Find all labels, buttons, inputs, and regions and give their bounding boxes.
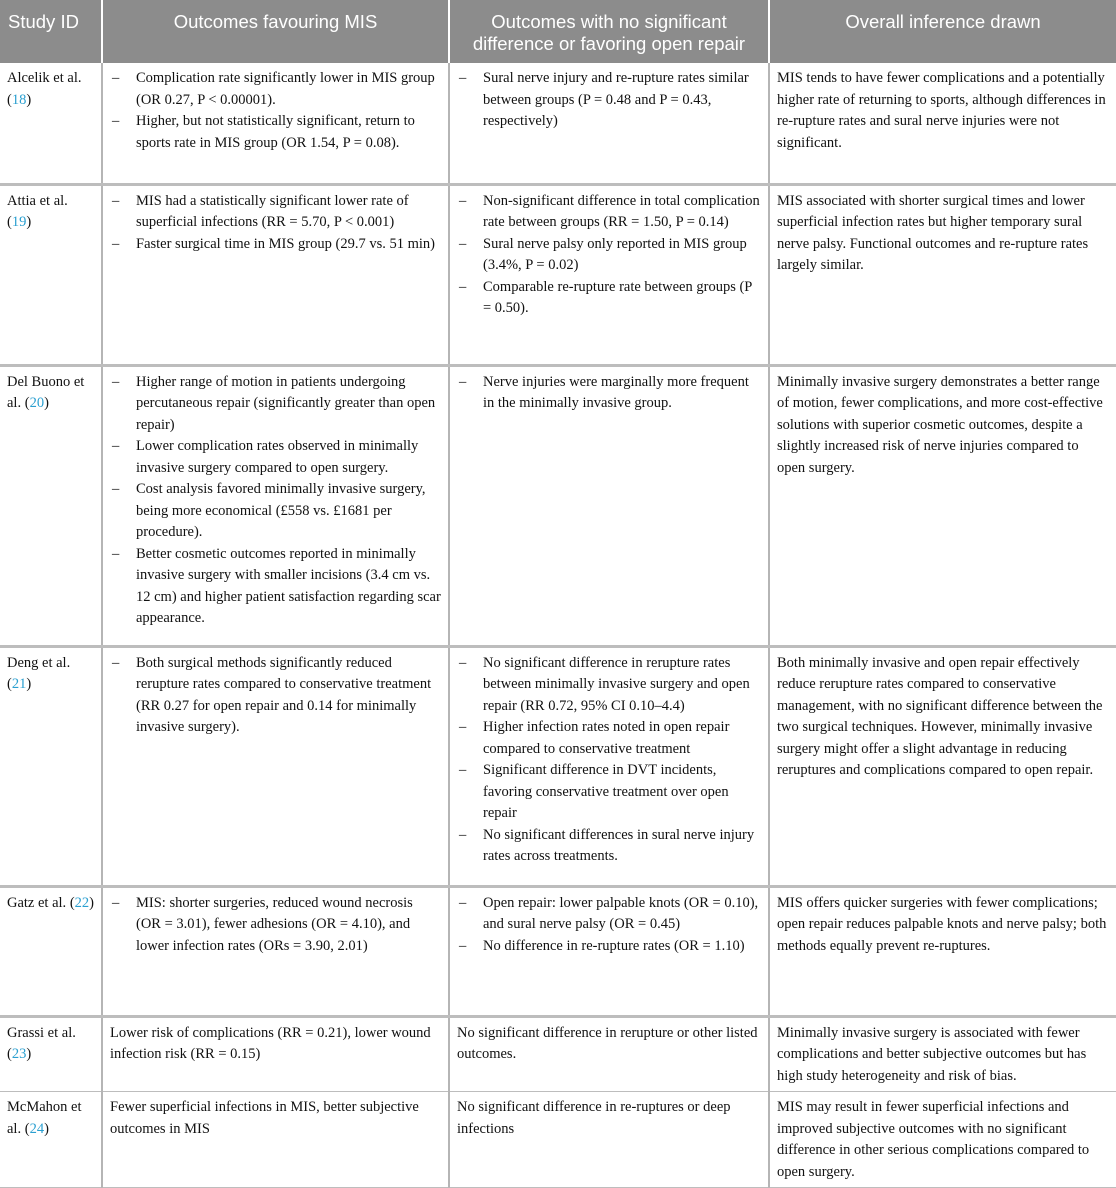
nosig-cell: No significant difference in re-ruptures or deep infections <box>449 1092 769 1188</box>
table-row <box>0 886 1116 1016</box>
study-id-cell: Attia et al. (19) <box>0 184 102 365</box>
study-name: Attia et al. <box>7 192 68 209</box>
list-item: – Higher, but not statistically significant, return to sports rate in MIS group (OR 1.54, P = 0.08). <box>110 111 441 154</box>
header-study-id: Study ID <box>0 0 102 63</box>
inference-cell: MIS tends to have fewer complications and a potentially higher rate of returning to sports, although differences in re-rupture rates and sural nerve injuries were not significant. <box>769 63 1116 184</box>
inference-cell: MIS may result in fewer superficial infections and improved subjective outcomes with no significant difference in other serious complications compared to open surgery. <box>769 1092 1116 1188</box>
favour-cell: Lower risk of complications (RR = 0.21), lower wound infection risk (RR = 0.15) <box>102 1016 449 1092</box>
inference-cell: MIS offers quicker surgeries with fewer complications; open repair reduces palpable knots and nerve palsy; both methods equally prevent re-ruptures. <box>769 886 1116 1016</box>
table-row <box>0 1016 1116 1092</box>
reference-link[interactable]: 22 <box>74 894 90 911</box>
nosig-cell: No significant difference in rerupture or other listed outcomes. <box>449 1016 769 1092</box>
list-item: – Open repair: lower palpable knots (OR = 0.10), and sural nerve palsy (OR = 0.45) <box>457 893 761 936</box>
table-row <box>0 646 1116 886</box>
study-id-cell: Alcelik et al. (18) <box>0 63 102 184</box>
list-item: – Nerve injuries were marginally more frequent in the minimally invasive group. <box>457 372 761 415</box>
favour-cell <box>102 63 449 184</box>
study-id-cell: Grassi et al. (23) <box>0 1016 102 1092</box>
study-id-cell: Gatz et al. (22) <box>0 886 102 1016</box>
list-item: – Cost analysis favored minimally invasive surgery, being more economical (£558 vs. £1681 per procedure). <box>110 479 441 544</box>
reference-link[interactable]: 18 <box>11 91 27 108</box>
reference-link[interactable]: 21 <box>11 676 27 692</box>
favour-cell <box>102 646 449 886</box>
header-outcomes-favouring-mis: Outcomes favouring MIS <box>102 0 449 63</box>
list-item: – Better cosmetic outcomes reported in minimally invasive surgery with smaller incisions (3.4 cm vs. 12 cm) and higher patient satisfaction regarding scar appearance. <box>110 544 441 630</box>
study-name: Del Buono et al. <box>7 373 85 411</box>
nosig-cell <box>449 365 769 646</box>
study-id-cell: McMahon et al. (24) <box>0 1092 102 1188</box>
list-item: – Comparable re-rupture rate between groups (P = 0.50). <box>457 277 761 320</box>
list-item: – Higher range of motion in patients undergoing percutaneous repair (significantly greater than open repair) <box>110 372 441 437</box>
list-item: – Complication rate significantly lower in MIS group (OR 0.27, P < 0.00001). <box>110 68 441 111</box>
table-header-row <box>0 0 1116 63</box>
study-name: Gatz et al. <box>7 894 67 911</box>
list-item: – Both surgical methods significantly reduced rerupture rates compared to conservative treatment (RR 0.27 for open repair and 0.14 for minimally invasive surgery). <box>110 653 441 739</box>
favour-cell <box>102 886 449 1016</box>
favour-cell <box>102 184 449 365</box>
reference-link[interactable]: 19 <box>11 214 27 230</box>
inference-cell: Minimally invasive surgery demonstrates a better range of motion, fewer complications, and more cost-effective solutions with superior cosmetic outcomes, despite a slightly increased risk of nerve injuries compared to open surgery. <box>769 365 1116 646</box>
list-item: – Sural nerve injury and re-rupture rates similar between groups (P = 0.48 and P = 0.43, respectively) <box>457 68 761 133</box>
reference-link[interactable]: 23 <box>11 1046 27 1062</box>
list-item: – Faster surgical time in MIS group (29.7 vs. 51 min) <box>110 234 441 256</box>
list-item: – Lower complication rates observed in minimally invasive surgery compared to open surgery. <box>110 436 441 479</box>
table-row <box>0 1092 1116 1188</box>
nosig-cell <box>449 63 769 184</box>
list-item: – No significant difference in rerupture rates between minimally invasive surgery and open repair (RR 0.72, 95% CI 0.10–4.4) <box>457 653 761 718</box>
favour-cell: Fewer superficial infections in MIS, better subjective outcomes in MIS <box>102 1092 449 1188</box>
table-row <box>0 63 1116 184</box>
list-item: – No difference in re-rupture rates (OR = 1.10) <box>457 936 761 958</box>
header-outcomes-no-difference: Outcomes with no significant difference or favoring open repair <box>449 0 769 63</box>
header-overall-inference: Overall inference drawn <box>769 0 1116 63</box>
list-item: – MIS had a statistically significant lower rate of superficial infections (RR = 5.70, P < 0.001) <box>110 191 441 234</box>
list-item: – Non-significant difference in total complication rate between groups (RR = 1.50, P = 0.14) <box>457 191 761 234</box>
reference-link[interactable]: 20 <box>29 395 45 411</box>
list-item: – MIS: shorter surgeries, reduced wound necrosis (OR = 3.01), fewer adhesions (OR = 4.10), and lower infection rates (ORs = 3.90, 2.01) <box>110 893 441 958</box>
nosig-cell <box>449 646 769 886</box>
table-row <box>0 184 1116 365</box>
inference-cell: Both minimally invasive and open repair effectively reduce rerupture rates compared to conservative management, with no significant difference between the two surgical techniques. However, minimally invasive surgery might offer a slight advantage in reducing reruptures and complications compared to open repair. <box>769 646 1116 886</box>
list-item: – Significant difference in DVT incidents, favoring conservative treatment over open repair <box>457 760 761 825</box>
study-id-cell: Deng et al. (21) <box>0 646 102 886</box>
nosig-cell <box>449 886 769 1016</box>
reference-link[interactable]: 24 <box>29 1120 45 1137</box>
study-id-cell: Del Buono et al. (20) <box>0 365 102 646</box>
favour-cell <box>102 365 449 646</box>
study-name: McMahon et al. <box>7 1099 82 1137</box>
inference-cell: Minimally invasive surgery is associated with fewer complications and better subjective outcomes but has high study heterogeneity and risk of bias. <box>769 1016 1116 1092</box>
study-name: Alcelik et al. <box>7 70 82 86</box>
study-name: Grassi et al. <box>7 1024 76 1041</box>
inference-cell: MIS associated with shorter surgical times and lower superficial infection rates but higher temporary sural nerve palsy. Functional outcomes and re-rupture rates largely similar. <box>769 184 1116 365</box>
study-name: Deng et al. <box>7 654 71 671</box>
list-item: – Sural nerve palsy only reported in MIS group (3.4%, P = 0.02) <box>457 234 761 277</box>
list-item: – Higher infection rates noted in open repair compared to conservative treatment <box>457 717 761 760</box>
nosig-cell <box>449 184 769 365</box>
list-item: – No significant differences in sural nerve injury rates across treatments. <box>457 825 761 868</box>
table-row <box>0 365 1116 646</box>
